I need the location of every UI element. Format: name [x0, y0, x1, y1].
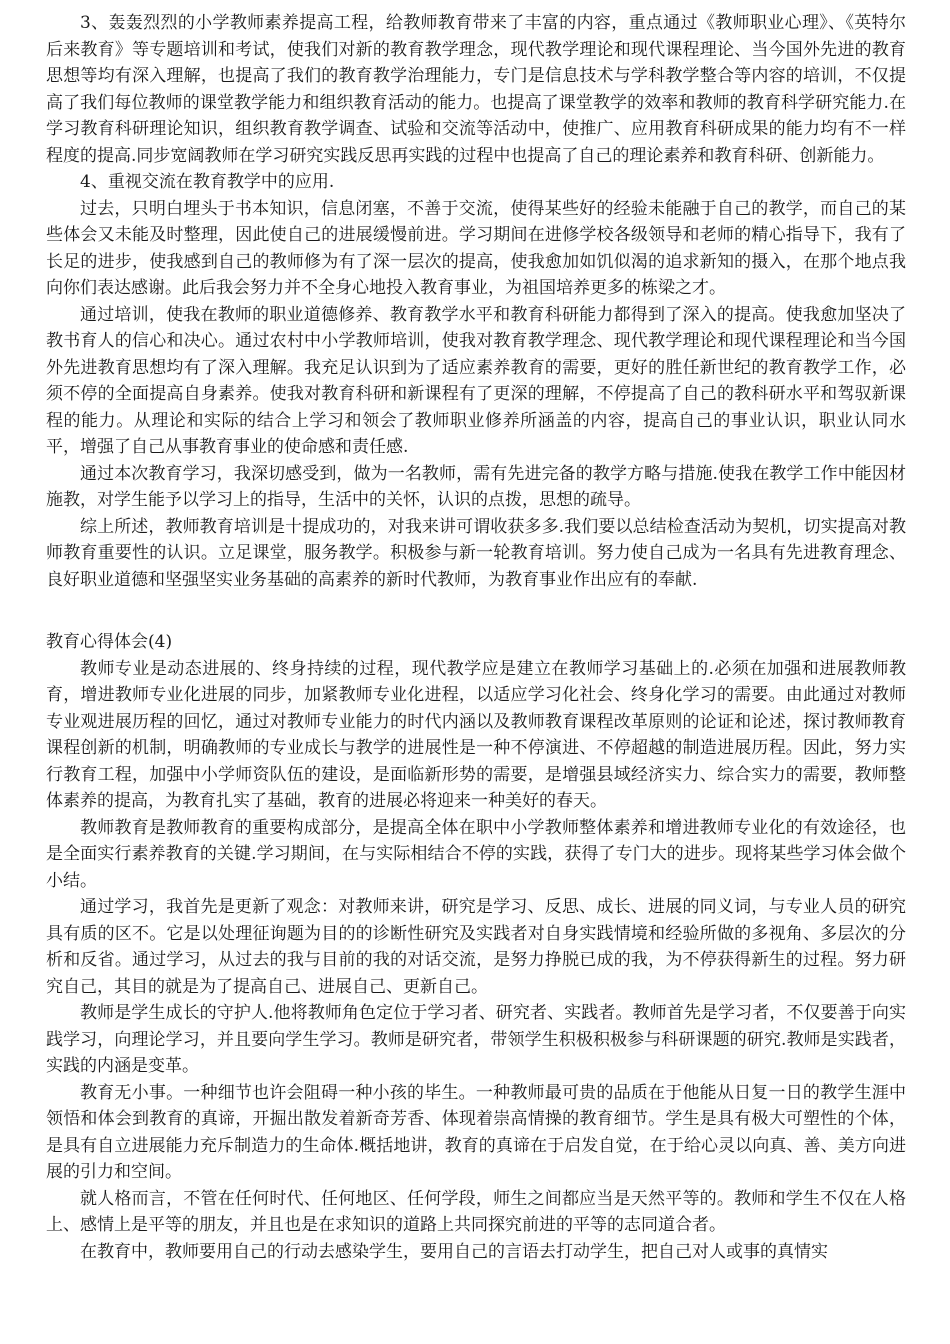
paragraph: 就人格而言，不管在任何时代、任何地区、任何学段，师生之间都应当是天然平等的。教师和学生不仅在人格上、感情上是平等的朋友，并且也是在求知识的道路上共同探究前进的平等的志同道合者。 — [46, 1188, 906, 1235]
paragraph: 教师专业是动态进展的、终身持续的过程，现代教学应是建立在教师学习基础上的.必须在加强和进展教师教育，增进教师专业化进展的同步，加紧教师专业化进程，以适应学习化社会、终身化学习的需要。由此通过对教师专业观进展历程的回忆，通过对教师专业能力的时代内涵以及教师教育课程改革原则的论证和论述，探讨教师教育课程创新的机制，明确教师的专业成长与教学的进展性是一种不停演进、不停超越的制造进展历程。因此，努力实行教育工程，加强中小学师资队伍的建设，是面临新形势的需要，是增强县域经济实力、综合实力的需要，教师整体素养的提高，为教育扎实了基础，教育的进展必将迎来一种美好的春天。 — [46, 658, 906, 811]
paragraph: 教师是学生成长的守护人.他将教师角色定位于学习者、研究者、实践者。教师首先是学习者，不仅要善于向实践学习，向理论学习，并且要向学生学习。教师是研究者，带领学生积极积极参与科研课题的研究.教师是实践者，实践的内涵是变革。 — [46, 1003, 906, 1076]
paragraph: 通过本次教育学习，我深切感受到，做为一名教师，需有先进完备的教学方略与措施.使我在教学工作中能因材施教，对学生能予以学习上的指导，生活中的关怀，认识的点拨，思想的疏导。 — [46, 463, 906, 510]
paragraph: 通过培训，使我在教师的职业道德修养、教育教学水平和教育科研能力都得到了深入的提高。使我愈加坚决了教书育人的信心和决心。通过农村中小学教师培训，使我对教育教学理念、现代教学理论和现代课程理论和当今国外先进教育思想均有了深入理解。我充足认识到为了适应素养教育的需要，更好的胜任新世纪的教育教学工作，必须不停的全面提高自身素养。使我对教育科研和新课程有了更深的理解，不停提高了自己的教科研水平和驾驭新课程的能力。从理论和实际的结合上学习和领会了教师职业修养所涵盖的内容，提高自己的事业认识，职业认同水平，增强了自己从事教育事业的使命感和责任感. — [46, 304, 906, 457]
paragraph: 4、重视交流在教育教学中的应用. — [80, 172, 335, 192]
paragraph: 在教育中，教师要用自己的行动去感染学生，要用自己的言语去打动学生，把自己对人或事的真情实 — [80, 1241, 828, 1262]
paragraph: 通过学习，我首先是更新了观念：对教师来讲，研究是学习、反思、成长、进展的同义词，与专业人员的研究具有质的区不。它是以处理征询题为目的的诊断性研究及实践者对自身实践情境和经验所做的多视角、多层次的分析和反省。通过学习，从过去的我与目前的我的对话交流，是努力挣脱已成的我，为不停获得新生的过程。努力研究自己，其目的就是为了提高自己、进展自己、更新自己。 — [46, 897, 906, 997]
paragraph: 教师教育是教师教育的重要构成部分，是提高全体在职中小学教师整体素养和增进教师专业化的有效途径，也是全面实行素养教育的关键.学习期间，在与实际相结合不停的实践，获得了专门大的进步。现将某些学习体会做个小结。 — [46, 817, 906, 891]
paragraph: 3、轰轰烈烈的小学教师素养提高工程，给教师教育带来了丰富的内容，重点通过《教师职业心理》、《英特尔后来教育》等专题培训和考试，使我们对新的教育教学理念，现代教学理论和现代课程理论、当今国外先进的教育思想等均有深入理解，也提高了我们的教育教学治理能力，专门是信息技术与学科教学整合等内容的培训，不仅提高了我们每位教师的课堂教学能力和组织教育活动的能力。也提高了课堂教学的效率和教师的教育科学研究能力.在学习教育科研理论知识，组织教育教学调查、试验和交流等活动中，使推广、应用教育科研成果的能力均有不一样程度的提高.同步宽阔教师在学习研究实践反思再实践的过程中也提高了自己的理论素养和教育科研、创新能力。 — [46, 13, 906, 166]
paragraph: 教育无小事。一种细节也许会阻碍一种小孩的毕生。一种教师最可贵的品质在于他能从日复一日的教学生涯中领悟和体会到教育的真谛，开掘出散发着新奇芳香、体现着崇高情操的教育细节。学生是具有极大可塑性的个体，是具有自立进展能力充斥制造力的生命体.概括地讲，教育的真谛在于启发自觉，在于给心灵以向真、善、美方向进展的引力和空间。 — [46, 1082, 906, 1182]
section-heading: 教育心得体会(4) — [46, 632, 173, 652]
section-gap — [46, 593, 906, 629]
paragraph: 过去，只明白埋头于书本知识，信息闭塞，不善于交流，使得某些好的经验未能融于自己的教学，而自己的某些体会又未能及时整理，因此使自己的进展缓慢前进。学习期间在进修学校各级领导和老师的精心指导下，我有了长足的进步，使我感到自己的教师修为有了深一层次的提高，使我愈加如饥似渴的追求新知的摄入，在那个地点我向你们表达感谢。此后我会努力并不全身心地投入教育事业，为祖国培养更多的栋梁之才。 — [46, 198, 906, 298]
paragraph: 综上所述，教师教育培训是十提成功的，对我来讲可谓收获多多.我们要以总结检查活动为契机，切实提高对教师教育重要性的认识。立足课堂，服务教学。积极参与新一轮教育培训。努力使自己成为一名具有先进教育理念、良好职业道德和坚强坚实业务基础的高素养的新时代教师，为教育事业作出应有的奉献. — [46, 516, 906, 590]
document-page — [46, 10, 906, 1265]
